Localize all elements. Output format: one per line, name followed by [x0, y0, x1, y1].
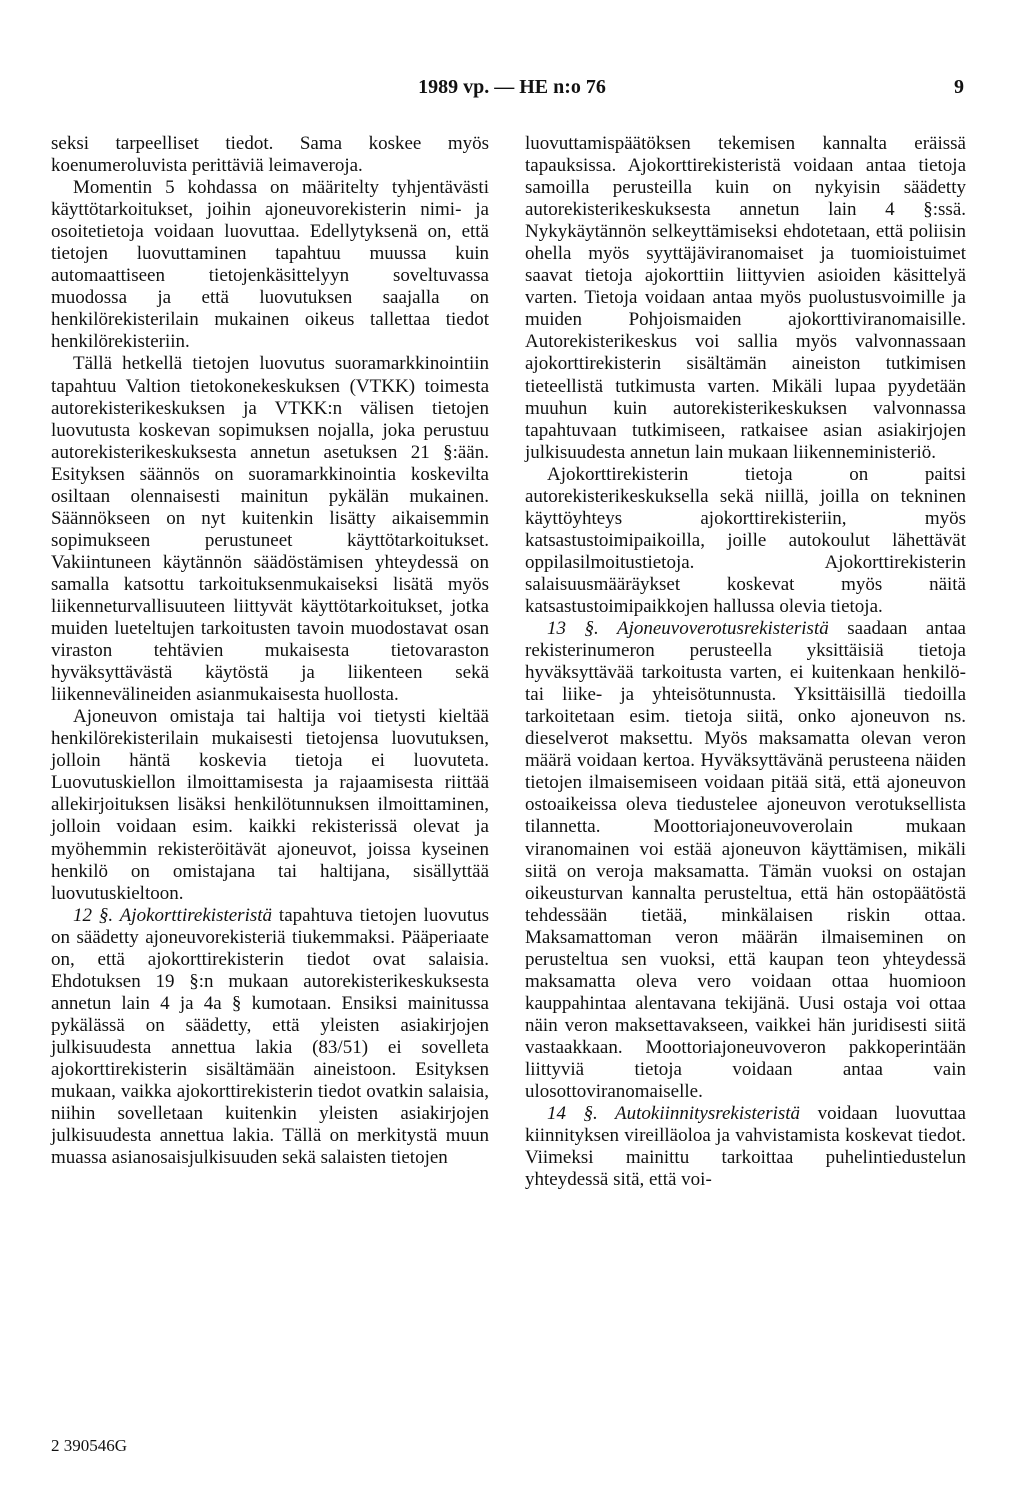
paragraph-text: luovuttamispäätöksen tekemisen kannalta eräissä tapauksissa. Ajokorttirekisteristä voidaan antaa tietoja samoilla perusteilla kuin on nykyisin säädetty autorekisterikeskuksesta annetun lain 4 §:ssä. Nykykäytännön selkeyttämiseksi ehdotetaan, että poliisin ohella myös syyttäjäviranomaiset ja tuomioistuimet saavat tietoja ajokorttiin liittyvien asioiden käsittelyä varten. Tietoja voidaan antaa myös puolustusvoimille ja muiden Pohjoismaiden ajokorttiviranomaisille. Autorekisterikeskus voi sallia myös valvonnassaan ajokorttirekisterin sisältämän aineiston tutkimisen tieteellistä tutkimusta varten. Mikäli lupaa pyydetään muuhun kuin autorekisterikeskuksen valvonnassa tapahtuvaan tutkimiseen, ratkaisee asian asiakirjojen julkisuudesta annetun lain mukaan liikenneministeriö.: [525, 133, 966, 463]
paragraph-text: Ajoneuvon omistaja tai haltija voi tietysti kieltää henkilörekisterilain mukaisesti tietojensa luovutuksen, jolloin häntä koskevia tietoja ei luovuteta. Luovutuskiellon ilmoittamisesta ja rajaamisesta riittää allekirjoituksen lisäksi henkilötunnuksen ilmoittaminen, jolloin voidaan esim. kaikki rekisterissä olevat ja myöhemmin rekisteröitävät ajoneuvot, joissa kyseinen henkilö on omistajana tai haltijana, sisällyttää luovutuskieltoon.: [51, 706, 489, 904]
page-header: [0, 76, 1024, 106]
footer-code: 2 390546G: [51, 1436, 128, 1455]
paragraph: [525, 133, 966, 464]
paragraph: [51, 133, 489, 177]
right-column: [525, 133, 966, 1191]
left-column: [51, 133, 489, 1169]
section-heading: 14 §. Autokiinnitysrekisteristä: [547, 1103, 801, 1125]
paragraph: [51, 706, 489, 904]
paragraph: [525, 1103, 966, 1191]
paragraph: [51, 177, 489, 353]
paragraph: [525, 618, 966, 1103]
paragraph-text: Momentin 5 kohdassa on määritelty tyhjentävästi käyttötarkoitukset, joihin ajoneuvorekisterin nimi- ja osoitetietoja voidaan luovuttaa. Edellytyksenä on, että tietojen luovuttaminen tapahtuu muussa kuin automaattiseen tietojenkäsittelyyn soveltuvassa muodossa ja että luovutuksen saajalla on henkilörekisterilain mukainen oikeus tallettaa tiedot henkilörekisteriin.: [51, 177, 489, 353]
paragraph-text: Ajokorttirekisterin tietoja on paitsi autorekisterikeskuksella sekä niillä, joilla on tekninen käyttöyhteys ajokorttirekisteriin, myös katsastustoimipaikoilla, joille autokoulut lähettävät oppilasilmoitustietoja. Ajokorttirekisterin salaisuusmääräykset koskevat myös näitä katsastustoimipaikkojen hallussa olevia tietoja.: [525, 463, 966, 617]
section-heading: 12 §. Ajokorttirekisteristä: [73, 904, 273, 926]
page-number: 9: [954, 76, 964, 98]
section-heading: 13 §. Ajoneuvoverotusrekisteristä: [547, 618, 829, 640]
document-title: 1989 vp. — HE n:o 76: [418, 76, 606, 98]
paragraph: [525, 464, 966, 618]
paragraph: [51, 353, 489, 706]
paragraph-text: seksi tarpeelliset tiedot. Sama koskee myös koenumeroluvista perittäviä leimaveroja.: [51, 133, 489, 177]
paragraph-text: voidaan luovuttaa kiinnityksen vireilläoloa ja vahvistamista koskevat tiedot. Viimeksi mainittu tarkoittaa puhelintiedustelun yhteydessä sitä, että voi-: [525, 1103, 966, 1191]
paragraph-text: saadaan antaa rekisterinumeron perusteella yksittäisiä tietoja hyväksyttävää tarkoitusta varten, ei kuitenkaan henkilö- tai liike- ja yhteisötunnusta. Yksittäisillä tiedoilla tarkoitetaan esim. tietoja siitä, onko ajoneuvon ns. dieselverot maksettu. Myös maksamatta olevan veron määrä voidaan kertoa. Hyväksyttävänä perusteena näiden tietojen ilmaisemiseen voidaan pitää sitä, että ajoneuvon ostoaikeissa oleva tiedustelee ajoneuvon verotuksellista tilannetta. Moottoriajoneuvoverolain mukaan viranomainen voi estää ajoneuvon käyttämisen, mikäli siitä on veroja maksamatta. Tämän vuoksi on ostajan oikeusturvan kannalta perusteltua, että hän ostopäätöstä tehdessään tietää, minkälaisen riskin ottaa. Maksamattoman veron määrän ilmaiseminen on perusteltua sen vuoksi, että kaupan teon yhteydessä maksamatta oleva vero voidaan ottaa huomioon kauppahintaa alentavana tekijänä. Uusi ostaja voi ottaa näin veron maksettavakseen, vaikkei hän juridisesti siitä vastaakkaan. Moottoriajoneuvoveron pakkoperintään liittyviä tietoja voidaan antaa vain ulosottoviranomaiselle.: [525, 618, 966, 1103]
paragraph-text: Tällä hetkellä tietojen luovutus suoramarkkinointiin tapahtuu Valtion tietokonekeskuksen (VTKK) toimesta autorekisterikeskuksen ja VTKK:n välisen tietojen luovutusta koskevan sopimuksen nojalla, joka perustuu autorekisterikeskuksesta annetun asetuksen 21 §:ään. Esityksen säännös on suoramarkkinointia koskevilta osiltaan olennaisesti mainitun pykälän mukainen. Säännökseen on nyt kuitenkin lisätty aikaisemmin sopimukseen perustuneet käyttötarkoitukset. Vakiintuneen käytännön säädöstämisen yhteydessä on samalla katsottu tarkoituksenmukaiseksi lisätä myös liikenneturvallisuuteen liittyvät käyttötarkoitukset, jotka muiden lueteltujen tarkoitusten tavoin muodostavat osan viraston tehtävien mukaisesta tietovaraston hyväksyttävästä käytöstä ja liikenteen sekä liikennevälineiden asianmukaisesta huollosta.: [51, 353, 489, 706]
paragraph-text: tapahtuva tietojen luovutus on säädetty ajoneuvorekisteriä tiukemmaksi. Pääperiaate on, että ajokorttirekisterin tiedot ovat salaisia. Ehdotuksen 19 §:n mukaan autorekisterikeskuksesta annetun lain 4 ja 4a § kumotaan. Ensiksi mainitussa pykälässä on säädetty, että yleisten asiakirjojen julkisuudesta annettua lakia (83/51) ei sovelleta ajokorttirekisterin sisältämään aineistoon. Esityksen mukaan, vaikka ajokorttirekisterin tiedot ovatkin salaisia, niihin sovelletaan kuitenkin yleisten asiakirjojen julkisuudesta annettua lakia. Tällä on merkitystä muun muassa asianosaisjulkisuuden sekä salaisten tietojen: [51, 904, 489, 1169]
paragraph: [51, 905, 489, 1170]
